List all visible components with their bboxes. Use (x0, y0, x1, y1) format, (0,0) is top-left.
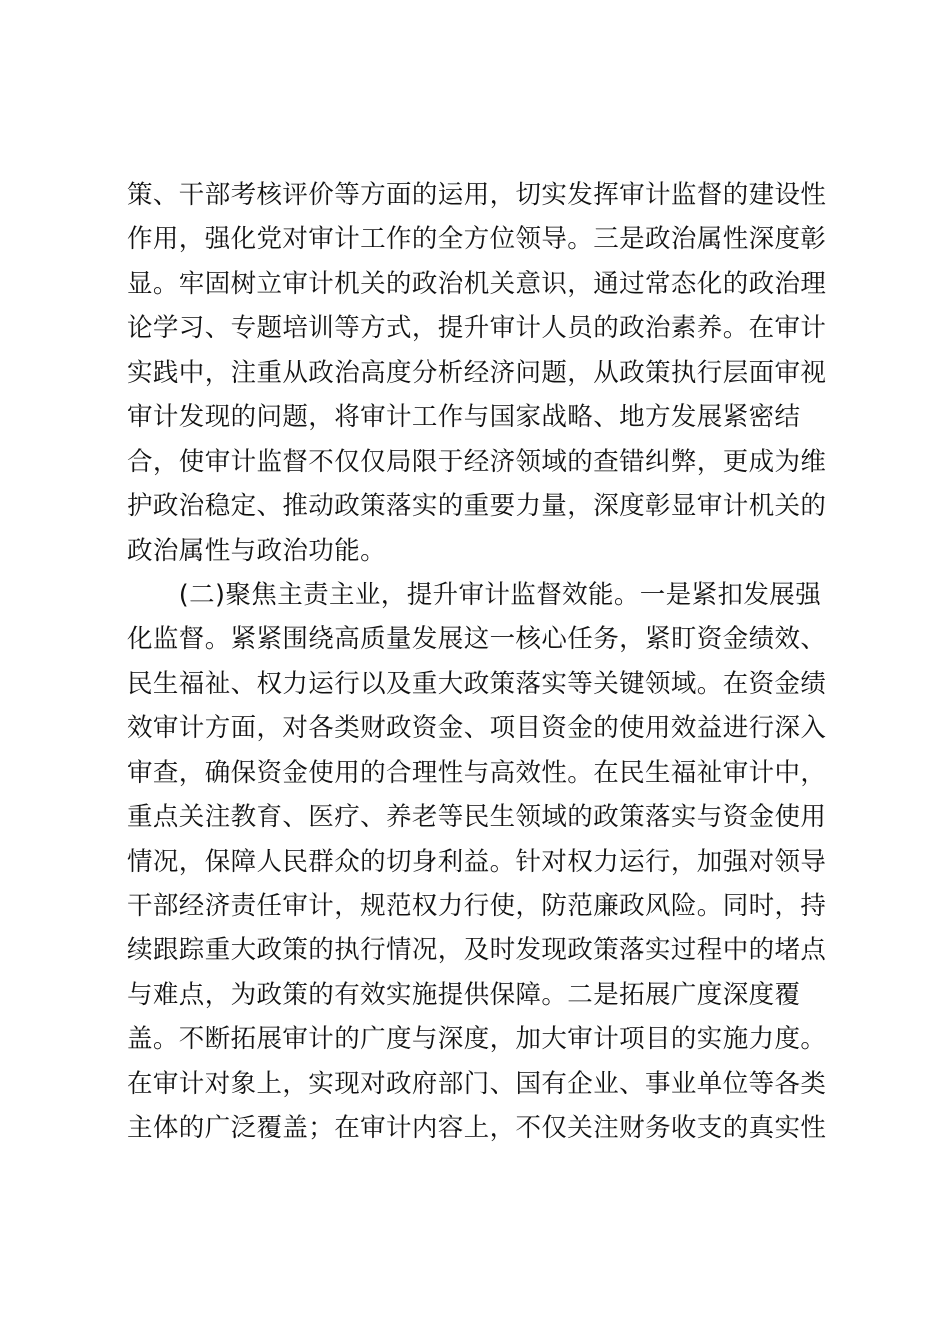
text-line: 显。牢固树立审计机关的政治机关意识，通过常态化的政治理 (127, 268, 827, 299)
text-line: 盖。不断拓展审计的广度与深度，加大审计项目的实施力度。 (127, 1024, 827, 1055)
text-line: 续跟踪重大政策的执行情况，及时发现政策落实过程中的堵点 (127, 935, 827, 966)
body-text (127, 173, 827, 1151)
text-line: 审查，确保资金使用的合理性与高效性。在民生福祉审计中， (127, 757, 827, 788)
text-line: 论学习、专题培训等方式，提升审计人员的政治素养。在审计 (127, 313, 827, 344)
text-line: 实践中，注重从政治高度分析经济问题，从政策执行层面审视 (127, 357, 827, 388)
text-line: 民生福祉、权力运行以及重大政策落实等关键领域。在资金绩 (127, 668, 827, 699)
text-line: 作用，强化党对审计工作的全方位领导。三是政治属性深度彰 (127, 224, 827, 255)
text-line: 效审计方面，对各类财政资金、项目资金的使用效益进行深入 (127, 713, 827, 744)
text-line: 与难点，为政策的有效实施提供保障。二是拓展广度深度覆 (127, 979, 801, 1010)
text-line: 合，使审计监督不仅仅局限于经济领域的查错纠弊，更成为维 (127, 446, 827, 477)
text-line: 在审计对象上，实现对政府部门、国有企业、事业单位等各类 (127, 1068, 827, 1099)
text-line: 审计发现的问题，将审计工作与国家战略、地方发展紧密结 (127, 402, 801, 433)
text-line: 情况，保障人民群众的切身利益。针对权力运行，加强对领导 (127, 846, 827, 877)
text-line: 主体的广泛覆盖；在审计内容上，不仅关注财务收支的真实性 (127, 1113, 827, 1144)
text-line: 政治属性与政治功能。 (127, 535, 387, 566)
text-line: 重点关注教育、医疗、养老等民生领域的政策落实与资金使用 (127, 802, 827, 833)
text-line: 干部经济责任审计，规范权力行使，防范廉政风险。同时，持 (127, 891, 827, 921)
text-line: 护政治稳定、推动政策落实的重要力量，深度彰显审计机关的 (127, 491, 827, 522)
paragraph-start-line: (二)聚焦主责主业，提升审计监督效能。一是紧扣发展强 (127, 579, 822, 610)
text-line: 策、干部考核评价等方面的运用，切实发挥审计监督的建设性 (127, 180, 827, 210)
text-line: 化监督。紧紧围绕高质量发展这一核心任务，紧盯资金绩效、 (127, 624, 827, 655)
